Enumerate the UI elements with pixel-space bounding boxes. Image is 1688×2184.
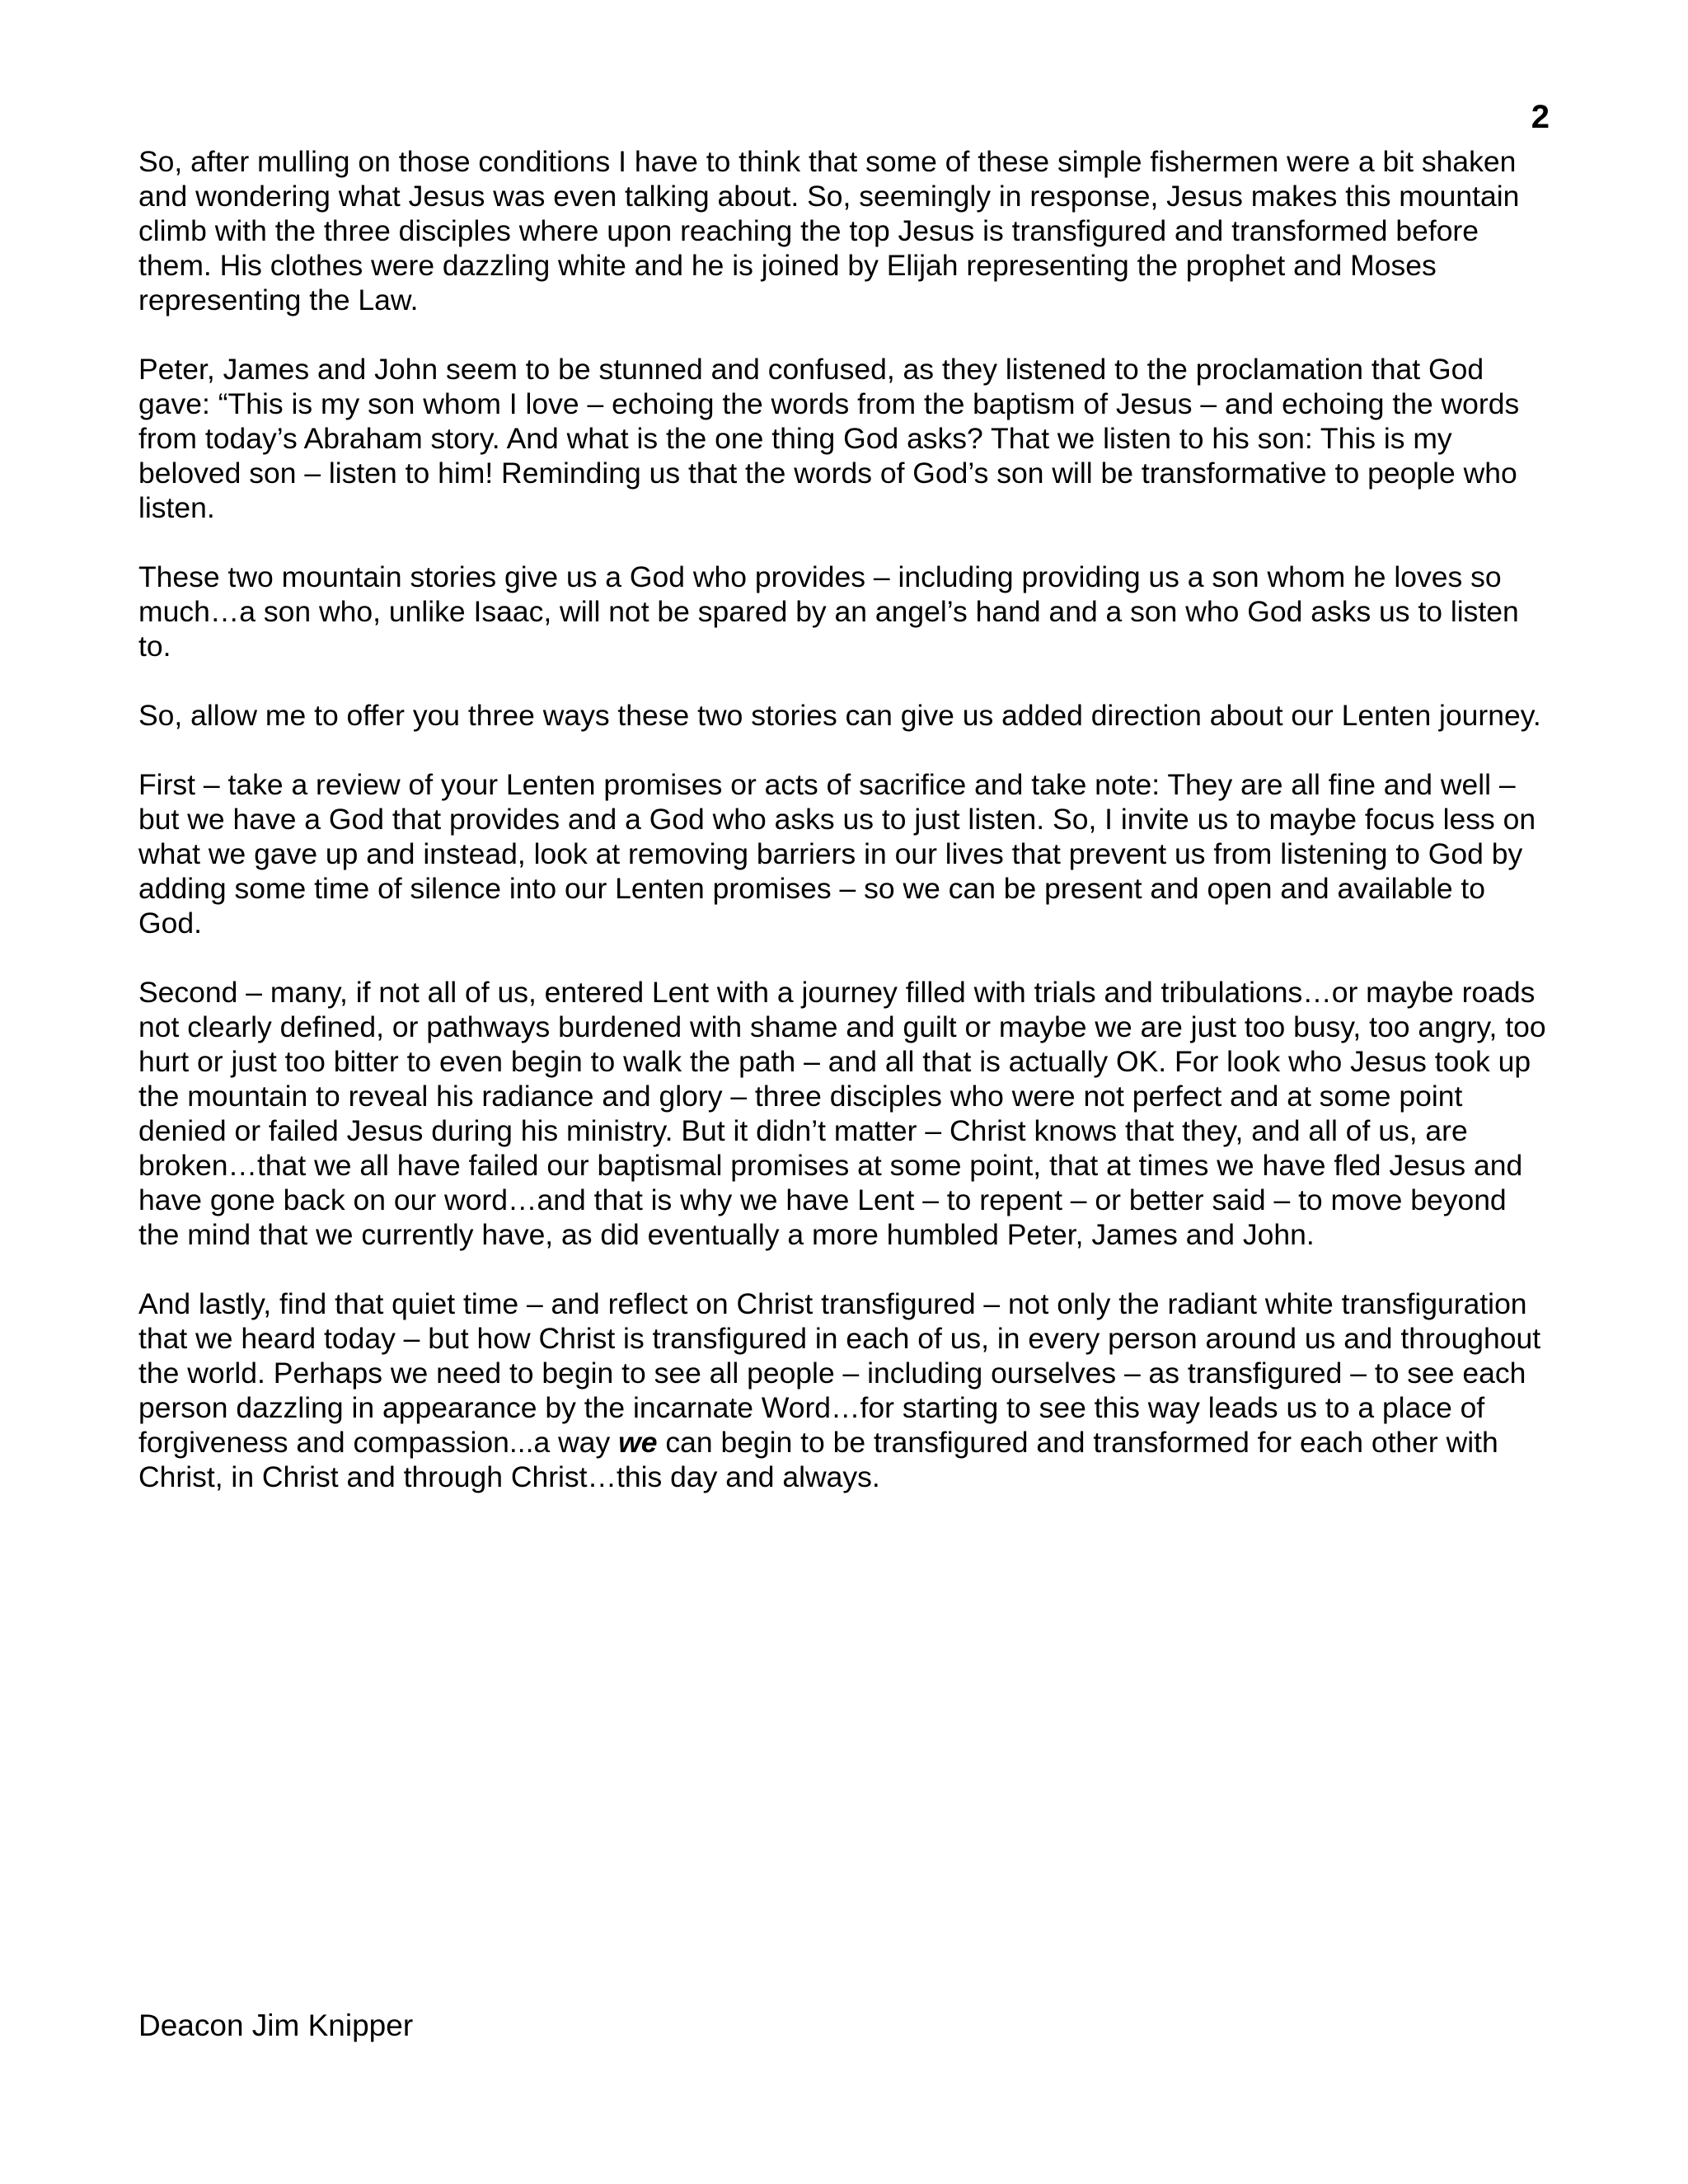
page-number: 2 <box>1531 99 1550 135</box>
paragraph-6: Second – many, if not all of us, entered Lent with a journey filled with trials and tribulations…or maybe roads not clearly defined, or pathways burdened with shame and guilt or maybe we are just too busy, too angry, too hurt or just too bitter to even begin to walk the path – and all that is actually OK. For look who Jesus took up the mountain to reveal his radiance and glory – three disciples who were not perfect and at some point denied or failed Jesus during his ministry. But it didn’t matter – Christ knows that they, and all of us, are broken…that we all have failed our baptismal promises at some point, that at times we have fled Jesus and have gone back on our word…and that is why we have Lent – to repent – or better said – to move beyond the mind that we currently have, as did eventually a more humbled Peter, James and John. <box>138 976 1546 1251</box>
emphasized-word: we <box>618 1426 658 1459</box>
paragraph-3: These two mountain stories give us a God who provides – including providing us a son whom he loves so much…a son who, unlike Isaac, will not be spared by an angel’s hand and a son who God asks us to listen to. <box>138 560 1519 663</box>
paragraph-7 <box>138 1286 1553 1494</box>
signature: Deacon Jim Knipper <box>138 2008 414 2042</box>
paragraph-2: Peter, James and John seem to be stunned and confused, as they listened to the proclamation that God gave: “This is my son whom I love – echoing the words from the baptism of Jesus – and echoing the words from today’s Abraham story. And what is the one thing God asks? That we listen to his son: This is my beloved son – listen to him! Reminding us that the words of God’s son will be transformative to people who listen. <box>138 353 1520 524</box>
paragraph-5: First – take a review of your Lenten promises or acts of sacrifice and take note: They are all fine and well – but we have a God that provides and a God who asks us to just listen. So, I invite us to maybe focus less on what we gave up and instead, look at removing barriers in our lives that prevent us from listening to God by adding some time of silence into our Lenten promises – so we can be present and open and available to God. <box>138 768 1536 940</box>
paragraph-7-end: can begin to be transfigured and transformed for each other with Christ, in Christ and through Christ…this day and always. <box>138 1426 1498 1493</box>
paragraph-1: So, after mulling on those conditions I have to think that some of these simple fishermen were a bit shaken and wondering what Jesus was even talking about. So, seemingly in response, Jesus makes this mountain climb with the three disciples where upon reaching the top Jesus is transfigured and transformed before them. His clothes were dazzling white and he is joined by Elijah representing the prophet and Moses representing the Law. <box>138 145 1520 316</box>
paragraph-4: So, allow me to offer you three ways these two stories can give us added direction about our Lenten journey. <box>138 699 1541 732</box>
paragraph-7-start: And lastly, find that quiet time – and reflect on Christ transfigured – not only the radiant white transfiguration that we heard today – but how Christ is transfigured in each of us, in every person around us and throughout the world. Perhaps we need to begin to see all people – including ourselves – as transfigured – to see each person dazzling in appearance by the incarnate Word…for starting to see this way leads us to a place of forgiveness and compassion...a way <box>138 1287 1541 1459</box>
document-body <box>138 144 1553 1529</box>
